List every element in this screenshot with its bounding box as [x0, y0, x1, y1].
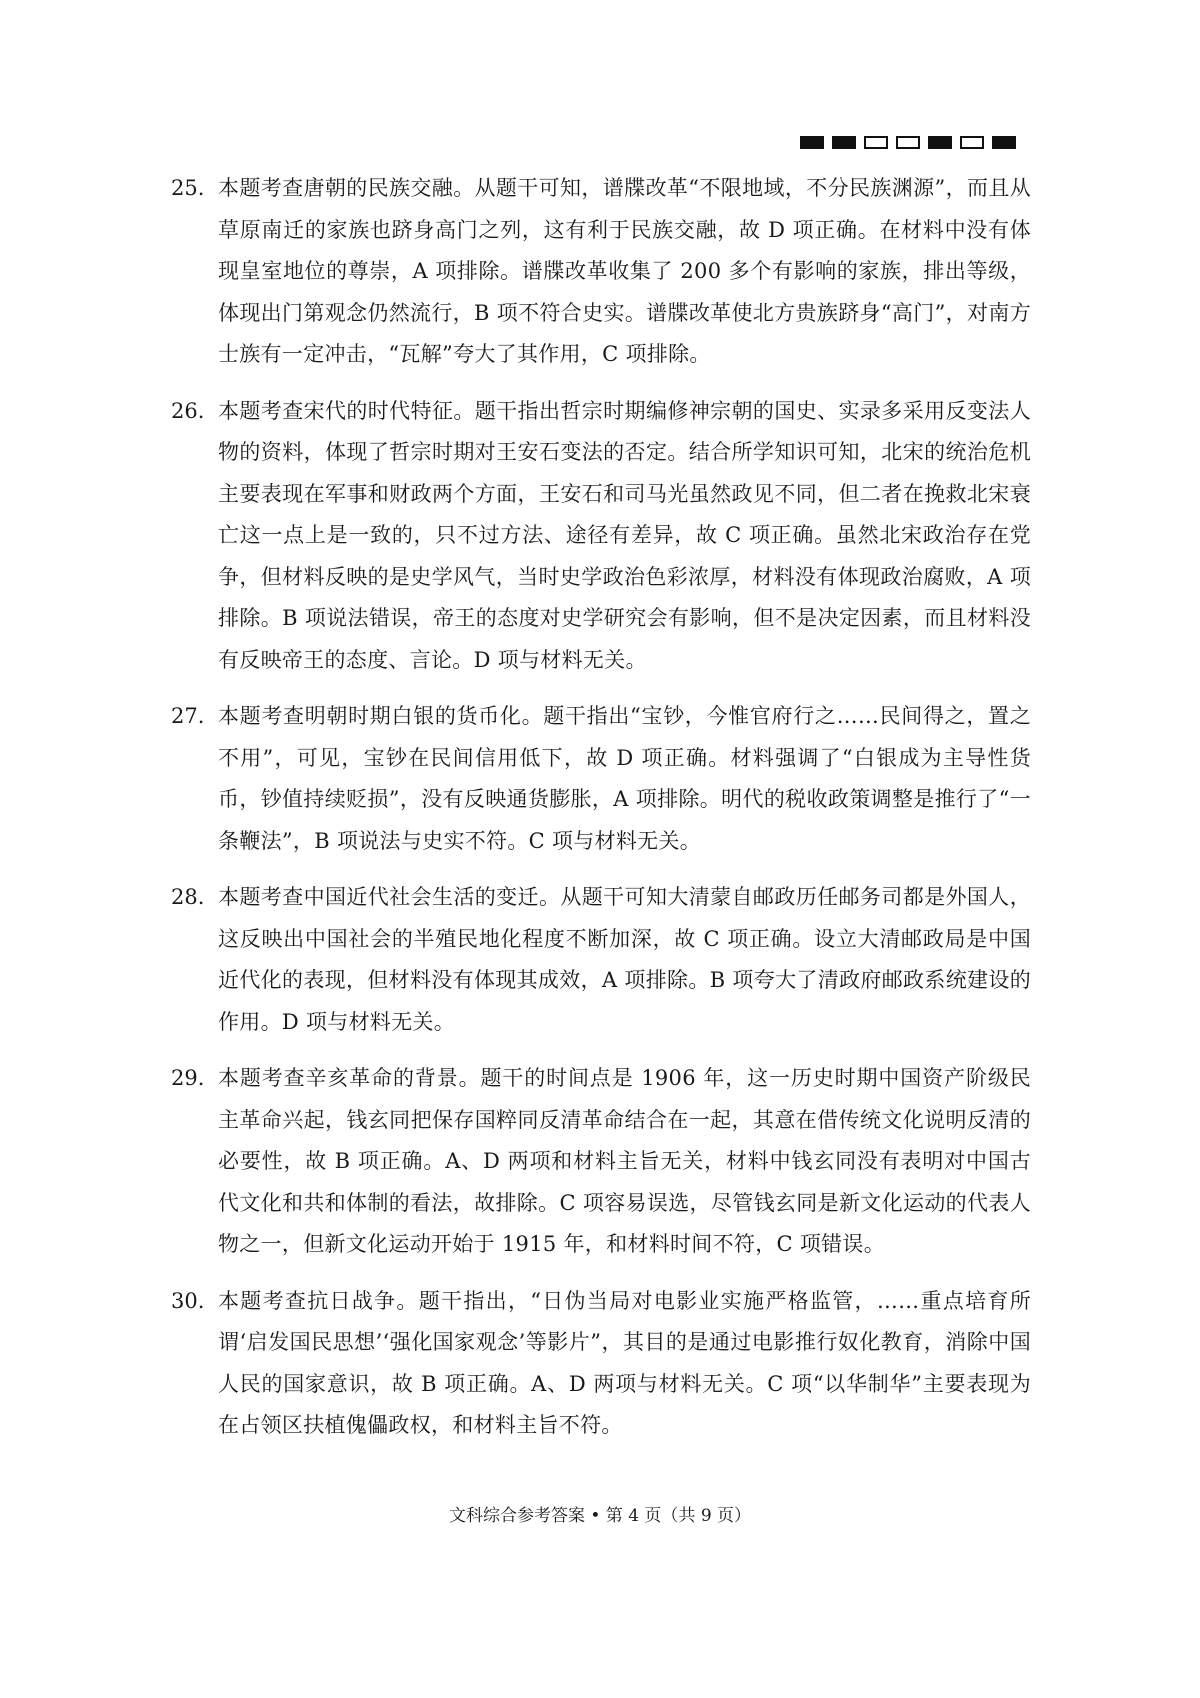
- answer-item-28: [171, 877, 1031, 1043]
- corner-mark-1: [800, 136, 824, 149]
- answer-text: 本题考查明朝时期白银的货币化。题干指出“宝钞，今惟官府行之……民间得之，置之不用”，可见，宝钞在民间信用低下，故 D 项正确。材料强调了“白银成为主导性货币，钞值持续贬损”，没有反映通货膨胀，A 项排除。明代的税收政策调整是推行了“一条鞭法”，B 项说法与史实不符。C 项与材料无关。: [218, 704, 1031, 853]
- corner-mark-6: [960, 136, 984, 149]
- question-number: 30.: [171, 1288, 205, 1313]
- corner-mark-3: [864, 136, 888, 149]
- answer-item-29: [171, 1058, 1031, 1266]
- page-footer: 文科综合参考答案 • 第 4 页（共 9 页）: [448, 1506, 752, 1526]
- answer-item-25: [171, 168, 1031, 376]
- corner-mark-2: [832, 136, 856, 149]
- answer-text: 本题考查辛亥革命的背景。题干的时间点是 1906 年，这一历史时期中国资产阶级民主革命兴起，钱玄同把保存国粹同反清革命结合在一起，其意在借传统文化说明反清的必要性，故 B 项正确。A、D 两项和材料主旨无关，材料中钱玄同没有表明对中国古代文化和共和体制的看法，故排除。C 项容易误选，尽管钱玄同是新文化运动的代表人物之一，但新文化运动开始于 1915 年，和材料时间不符，C 项错误。: [218, 1066, 1031, 1256]
- answer-item-27: [171, 696, 1031, 862]
- page-corner-marks: [800, 136, 1016, 149]
- question-number: 27.: [171, 704, 205, 728]
- answer-list: [171, 168, 1031, 1462]
- corner-mark-5: [928, 136, 952, 149]
- question-number: 25.: [171, 176, 205, 200]
- question-number: 29.: [171, 1066, 205, 1090]
- question-number: 28.: [171, 885, 205, 909]
- answer-item-30: [171, 1281, 1031, 1447]
- corner-mark-4: [896, 136, 920, 149]
- answer-text: 本题考查中国近代社会生活的变迁。从题干可知大清蒙自邮政历任邮务司都是外国人，这反映出中国社会的半殖民地化程度不断加深，故 C 项正确。设立大清邮政局是中国近代化的表现，但材料没有体现其成效，A 项排除。B 项夸大了清政府邮政系统建设的作用。D 项与材料无关。: [218, 885, 1031, 1034]
- corner-mark-7: [992, 136, 1016, 149]
- answer-item-26: [171, 391, 1031, 682]
- question-number: 26.: [171, 398, 205, 423]
- answer-text: 本题考查抗日战争。题干指出，“日伪当局对电影业实施严格监管，……重点培育所谓‘启发国民思想’‘强化国家观念’等影片”，其目的是通过电影推行奴化教育，消除中国人民的国家意识，故 B 项正确。A、D 两项与材料无关。C 项“以华制华”主要表现为在占领区扶植傀儡政权，和材料主旨不符。: [218, 1288, 1031, 1437]
- answer-text: 本题考查宋代的时代特征。题干指出哲宗时期编修神宗朝的国史、实录多采用反变法人物的资料，体现了哲宗时期对王安石变法的否定。结合所学知识可知，北宋的统治危机主要表现在军事和财政两个方面，王安石和司马光虽然政见不同，但二者在挽救北宋衰亡这一点上是一致的，只不过方法、途径有差异，故 C 项正确。虽然北宋政治存在党争，但材料反映的是史学风气，当时史学政治色彩浓厚，材料没有体现政治腐败，A 项排除。B 项说法错误，帝王的态度对史学研究会有影响，但不是决定因素，而且材料没有反映帝王的态度、言论。D 项与材料无关。: [218, 398, 1031, 672]
- answer-text: 本题考查唐朝的民族交融。从题干可知，谱牒改革“不限地域，不分民族渊源”，而且从草原南迁的家族也跻身高门之列，这有利于民族交融，故 D 项正确。在材料中没有体现皇室地位的尊崇，A 项排除。谱牒改革收集了 200 多个有影响的家族，排出等级，体现出门第观念仍然流行，B 项不符合史实。谱牒改革使北方贵族跻身“高门”，对南方士族有一定冲击，“瓦解”夸大了其作用，C 项排除。: [218, 176, 1031, 366]
